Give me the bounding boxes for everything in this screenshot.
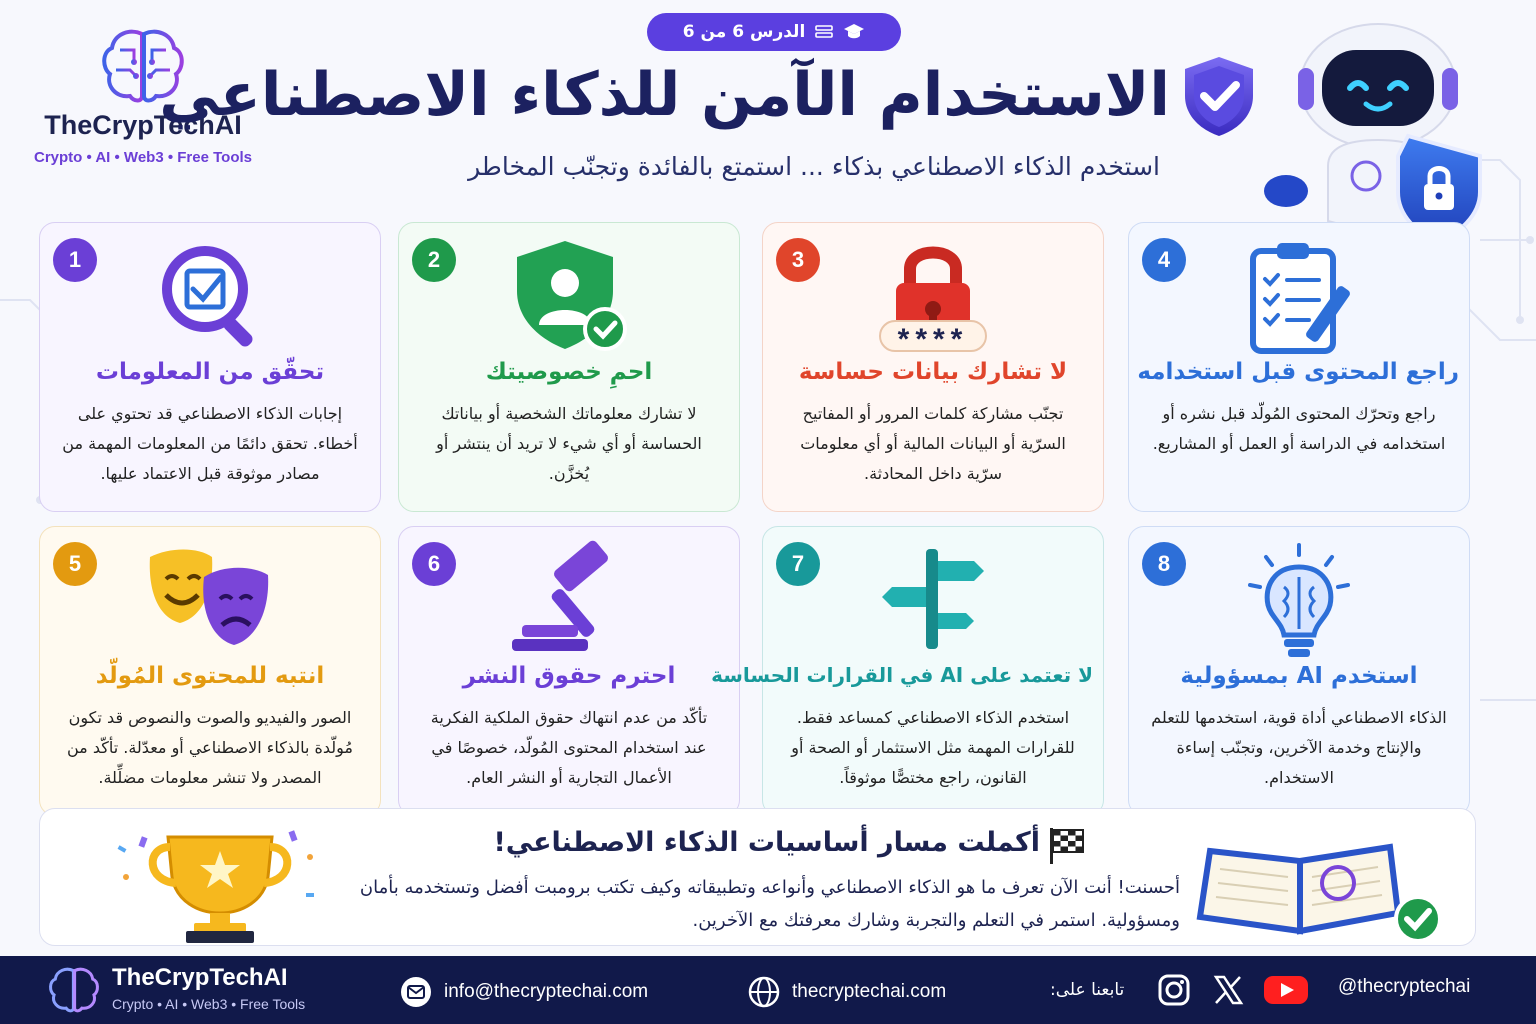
tip-card-copyright [398, 526, 740, 816]
youtube-icon[interactable] [1262, 972, 1310, 1008]
card-title: تحقّق من المعلومات [95, 359, 325, 385]
banner-body: أحسنت! أنت الآن تعرف ما هو الذكاء الاصطناعي وأنواعه وتطبيقاته وكيف تكتب برومبت أفضل وتستخدمه بأمان ومسؤولية. استمر في التعلم والتجربة وشارك معرفتك مع الآخرين. [359, 877, 1180, 931]
card-body: تأكّد من عدم انتهاك حقوق الملكية الفكرية عند استخدام المحتوى المُولّد، خصوصًا في الأعمال التجارية أو النشر العام. [430, 708, 708, 787]
tip-card-sensitive-decisions [711, 526, 1104, 816]
card-title: احمِ خصوصيتك [485, 359, 653, 385]
follow-us-label: تابعنا على: [1050, 980, 1125, 1000]
page-title: الاستخدام الآمن للذكاء الاصطناعي [159, 60, 1170, 130]
card-number-badge: 4 [1142, 238, 1186, 282]
trophy-icon [110, 817, 330, 945]
card-title: انتبه للمحتوى المُولّد [95, 663, 325, 689]
card-title: لا تعتمد على AI في القرارات الحساسة [711, 663, 1093, 687]
password-mask: **** [897, 323, 969, 356]
book-stack-icon [815, 24, 833, 40]
card-body: تجنّب مشاركة كلمات المرور أو المفاتيح السرّية أو البيانات المالية أو أي معلومات سرّية داخل المحادثة. [800, 404, 1066, 483]
card-title: لا تشارك بيانات حساسة [798, 359, 1068, 385]
checkered-flag-icon [1046, 826, 1086, 866]
footer-website: thecryptechai.com [792, 981, 947, 1002]
tip-card-protect-privacy [398, 222, 740, 512]
x-twitter-icon[interactable] [1210, 972, 1246, 1008]
card-body: لا تشارك معلوماتك الشخصية أو بياناتك الحساسة أو أي شيء لا تريد أن ينتشر أو يُخزَّن. [436, 404, 702, 483]
tip-card-verify-information [39, 222, 381, 512]
open-book-check-icon [1170, 821, 1450, 941]
card-number-badge: 1 [53, 238, 97, 282]
card-number-badge: 5 [53, 542, 97, 586]
email-icon [400, 976, 432, 1008]
brain-logo-icon [48, 964, 100, 1016]
robot-mascot-icon [1258, 16, 1508, 246]
card-number-badge: 7 [776, 542, 820, 586]
privacy-shield-icon [509, 239, 629, 351]
signpost-icon [878, 543, 988, 653]
lesson-progress-text: الدرس 6 من 6 [682, 22, 806, 42]
card-number-badge: 6 [412, 542, 456, 586]
card-title: احترم حقوق النشر [462, 663, 676, 689]
instagram-icon[interactable] [1156, 972, 1192, 1008]
card-body: الصور والفيديو والصوت والنصوص قد تكون مُولّدة بالذكاء الاصطناعي أو معدّلة. تأكّد من المصدر ولا تنشر معلومات مضلِّلة. [67, 708, 353, 787]
banner-title: أكملت مسار أساسيات الذكاء الاصطناعي! [493, 827, 1040, 858]
page-subtitle: استخدم الذكاء الاصطناعي بذكاء ... استمتع بالفائدة وتجنّب المخاطر [468, 152, 1160, 181]
brand-tagline: Crypto • AI • Web3 • Free Tools [33, 149, 252, 166]
footer-email: info@thecryptechai.com [444, 981, 649, 1002]
footer-brand-tagline: Crypto • AI • Web3 • Free Tools [112, 996, 306, 1012]
tip-card-responsible-use [1128, 526, 1470, 816]
card-body: إجابات الذكاء الاصطناعي قد تحتوي على أخطاء. تحقق دائمًا من المعلومات المهمة من مصادر موثوقة قبل الاعتماد عليها. [62, 404, 358, 483]
footer-bar [0, 956, 1536, 1024]
card-title: استخدم AI بمسؤولية [1180, 663, 1418, 689]
clipboard-checklist-icon [1239, 239, 1359, 355]
card-body: راجع وتحرّك المحتوى المُولّد قبل نشره أو استخدامه في الدراسة أو العمل أو المشاريع. [1152, 404, 1446, 453]
card-number-badge: 8 [1142, 542, 1186, 586]
social-handle[interactable]: @thecryptechai [1338, 976, 1471, 997]
card-body: الذكاء الاصطناعي أداة قوية، استخدمها للتعلم والإنتاج وخدمة الآخرين، وتجنّب إساءة الاستخدام. [1151, 708, 1447, 787]
brain-lightbulb-icon [1244, 543, 1354, 659]
tip-card-sensitive-data [762, 222, 1104, 512]
theater-masks-icon [140, 543, 280, 653]
footer-brand-name: TheCrypTechAI [112, 964, 288, 991]
shield-check-icon [1180, 54, 1258, 138]
magnifier-check-icon [145, 239, 275, 349]
footer-email-link[interactable] [400, 976, 648, 1008]
tip-card-review-content [1128, 222, 1470, 512]
globe-icon [748, 976, 780, 1008]
completion-banner [39, 808, 1476, 946]
card-title: راجع المحتوى قبل استخدامه [1137, 359, 1459, 385]
card-number-badge: 2 [412, 238, 456, 282]
brand-name: TheCrypTechAI [44, 110, 242, 140]
card-body: استخدم الذكاء الاصطناعي كمساعد فقط. للقرارات المهمة مثل الاستثمار أو الصحة أو القانون، راجع مختصًّا موثوقاً. [791, 708, 1075, 787]
tip-card-generated-content [39, 526, 381, 816]
card-number-badge: 3 [776, 238, 820, 282]
lesson-progress-pill [647, 13, 901, 51]
graduation-cap-icon [843, 23, 865, 41]
gavel-icon [504, 543, 634, 653]
footer-website-link[interactable] [748, 976, 946, 1008]
